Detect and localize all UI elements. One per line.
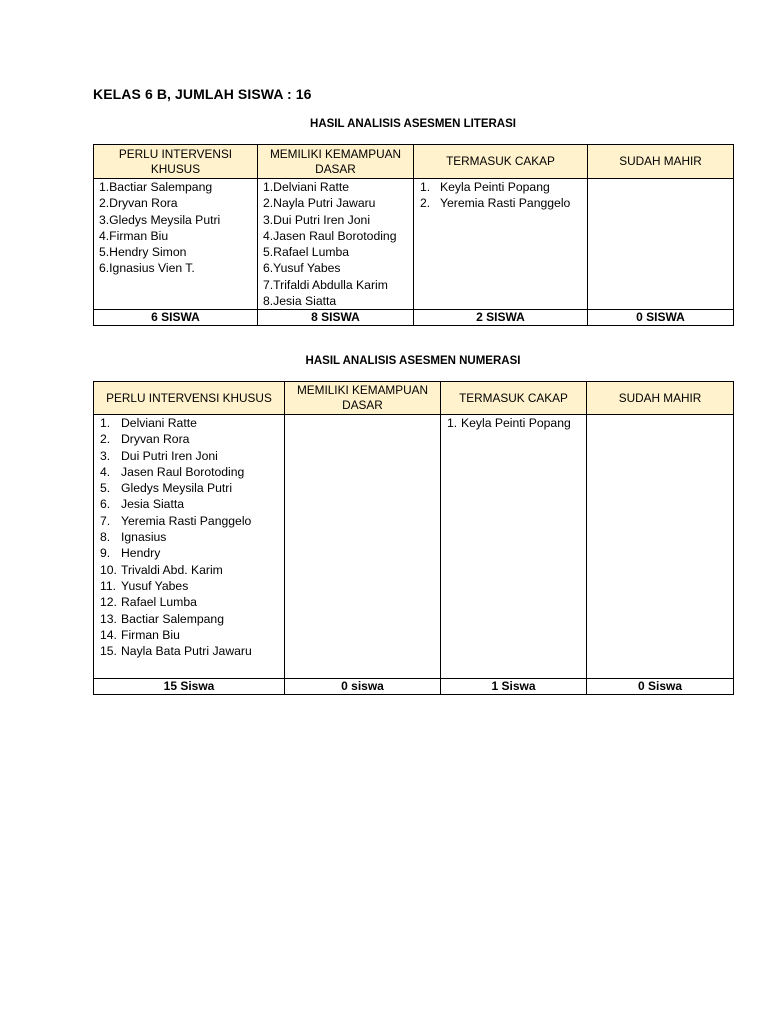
totals-row [94,310,734,326]
list-item-number: 1. [99,180,110,194]
student-name: Rafael Lumba [273,245,350,260]
list-item-number: 7. [263,277,274,292]
sudah-mahir-cell [587,415,734,679]
literasi-table [93,144,734,326]
numerasi-table [93,381,734,695]
list-item-number: 5. [99,245,110,260]
list-item-number: 6. [100,497,111,512]
student-name: Gledys Meysila Putri [109,212,221,227]
student-list [258,179,413,309]
list-item [100,529,284,545]
student-name: Dryvan Rora [109,196,178,211]
list-item-number: 6. [263,261,274,276]
list-item-number: 8. [263,294,274,309]
student-list [94,415,284,659]
list-item [263,277,413,293]
totals-row [94,679,734,695]
list-item-number: 3. [100,448,111,463]
list-item-number: 1. [100,416,111,430]
list-item [263,293,413,309]
list-item [100,415,284,431]
student-name: Firman Biu [109,228,169,243]
list-item [263,260,413,276]
student-name: Yusuf Yabes [273,261,341,276]
perlu-intervensi-cell [94,415,285,679]
list-item [263,228,413,244]
list-item [100,562,284,578]
kemampuan-dasar-cell [258,179,414,310]
list-item-number: 14. [100,627,117,642]
list-item-number: 6. [99,261,110,276]
total-perlu-intervensi: 15 Siswa [94,679,285,695]
list-item-number: 1. [447,416,458,430]
list-item-number: 5. [263,245,274,260]
list-item [100,578,284,594]
list-item-number: 2. [263,196,274,211]
list-item-number: 3. [99,212,110,227]
student-name: Bactiar Salempang [121,611,224,626]
list-item-number: 2. [99,196,110,211]
total-sudah-mahir: 0 Siswa [587,679,734,695]
list-item-number: 2. [100,432,111,447]
list-item-number: 1. [420,180,431,194]
column-header-sudah-mahir: SUDAH MAHIR [588,145,734,179]
list-item [447,415,586,431]
total-termasuk-cakap: 1 Siswa [441,679,587,695]
column-header-kemampuan-dasar: MEMILIKI KEMAMPUAN DASAR [258,145,414,179]
total-termasuk-cakap: 2 SISWA [414,310,588,326]
termasuk-cakap-cell [414,179,588,310]
column-header-kemampuan-dasar: MEMILIKI KEMAMPUAN DASAR [285,382,441,415]
list-item [263,179,413,195]
student-name: Hendry Simon [109,245,187,260]
student-name: Delviani Ratte [121,416,197,430]
list-item-number: 2. [420,196,431,211]
student-name: Delviani Ratte [273,180,350,194]
student-list [441,415,586,431]
literasi-section-title: HASIL ANALISIS ASESMEN LITERASI [310,118,516,130]
student-name: Trivaldi Abd. Karim [121,562,223,577]
list-item [99,244,257,260]
student-name: Trifaldi Abdulla Karim [273,277,388,292]
student-name: Nayla Putri Jawaru [273,196,376,211]
table-row [94,179,734,310]
list-item [100,513,284,529]
student-name: Yusuf Yabes [121,578,189,593]
list-item [100,594,284,610]
student-name: Jesia Siatta [273,294,337,309]
student-name: Dui Putri Iren Joni [121,448,218,463]
student-name: Bactiar Salempang [109,180,213,194]
student-name: Firman Biu [121,627,180,642]
column-header-termasuk-cakap: TERMASUK CAKAP [441,382,587,415]
list-item [263,195,413,211]
sudah-mahir-cell [588,179,734,310]
total-kemampuan-dasar: 0 siswa [285,679,441,695]
student-name: Keyla Peinti Popang [461,416,571,430]
table-header-row [94,145,734,179]
list-item [99,228,257,244]
student-name: Hendry [121,546,161,561]
list-item-number: 12. [100,595,117,610]
student-name: Dryvan Rora [121,432,190,447]
numerasi-section-title: HASIL ANALISIS ASESMEN NUMERASI [305,355,521,367]
column-header-sudah-mahir: SUDAH MAHIR [587,382,734,415]
student-list [414,179,587,212]
list-item-number: 13. [100,611,117,626]
column-header-perlu-intervensi: PERLU INTERVENSI KHUSUS [94,382,285,415]
list-item-number: 8. [100,530,111,545]
list-item [420,195,587,211]
student-name: Jasen Raul Borotoding [121,464,245,479]
page-title: KELAS 6 B, JUMLAH SISWA : 16 [93,86,312,102]
list-item [100,431,284,447]
column-header-perlu-intervensi: PERLU INTERVENSI KHUSUS [94,145,258,179]
list-item-number: 4. [100,464,111,479]
list-item-number: 3. [263,212,274,227]
student-name: Jasen Raul Borotoding [273,228,397,243]
student-name: Nayla Bata Putri Jawaru [121,644,252,659]
student-name: Yeremia Rasti Panggelo [440,196,571,211]
student-name: Keyla Peinti Popang [440,180,550,194]
list-item [99,260,257,276]
student-name: Gledys Meysila Putri [121,481,233,496]
list-item-number: 11. [100,578,117,593]
list-item-number: 5. [100,481,111,496]
list-item-number: 9. [100,546,111,561]
list-item [100,448,284,464]
total-kemampuan-dasar: 8 SISWA [258,310,414,326]
student-name: Ignasius Vien T. [109,261,195,276]
list-item [100,627,284,643]
table-row [94,415,734,679]
list-item [99,212,257,228]
student-name: Rafael Lumba [121,595,197,610]
student-name: Yeremia Rasti Panggelo [121,513,252,528]
termasuk-cakap-cell [441,415,587,679]
list-item-number: 15. [100,644,117,659]
list-item-number: 10. [100,562,117,577]
kemampuan-dasar-cell [285,415,441,679]
total-sudah-mahir: 0 SISWA [588,310,734,326]
list-item [100,480,284,496]
column-header-termasuk-cakap: TERMASUK CAKAP [414,145,588,179]
list-item-number: 4. [99,228,110,243]
list-item [100,496,284,512]
list-item-number: 7. [100,513,111,528]
table-header-row [94,382,734,415]
list-item [263,212,413,228]
list-item [99,179,257,195]
list-item [100,643,284,659]
student-name: Dui Putri Iren Joni [273,212,371,227]
total-perlu-intervensi: 6 SISWA [94,310,258,326]
list-item-number: 4. [263,228,274,243]
list-item [99,195,257,211]
student-name: Ignasius [121,530,167,545]
list-item [263,244,413,260]
list-item-number: 1. [263,180,274,194]
list-item [420,179,587,195]
student-list [94,179,257,277]
student-name: Jesia Siatta [121,497,185,512]
perlu-intervensi-cell [94,179,258,310]
list-item [100,545,284,561]
list-item [100,464,284,480]
list-item [100,611,284,627]
